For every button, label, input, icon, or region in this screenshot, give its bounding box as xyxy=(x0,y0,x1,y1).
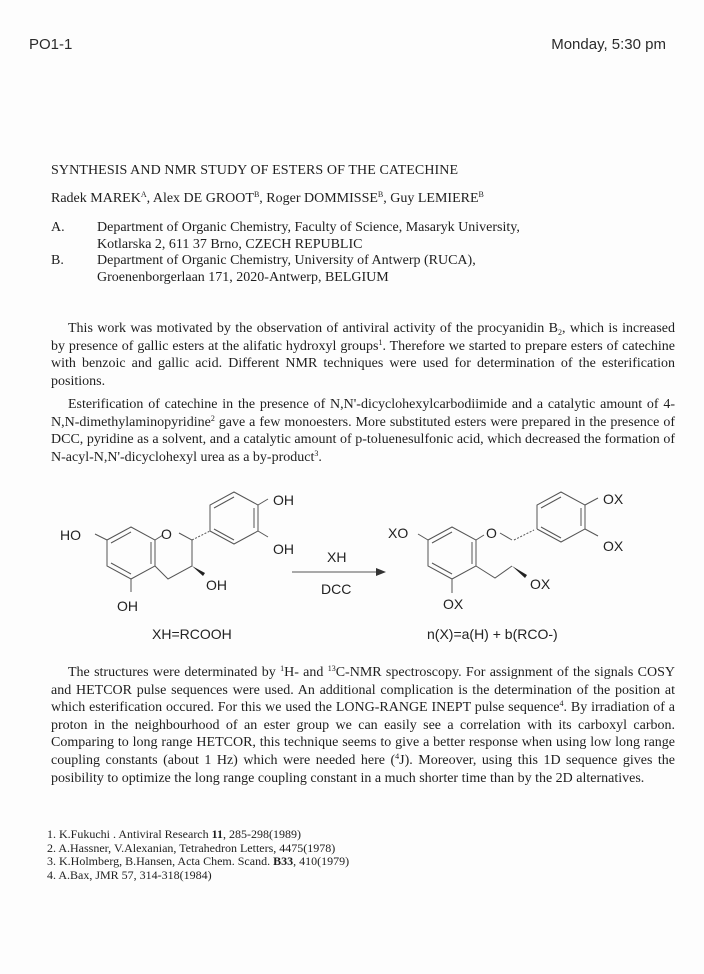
paragraph-nmr xyxy=(51,664,675,787)
reference-text: K.Holmberg, B.Hansen, Acta Chem. Scand. xyxy=(56,854,274,869)
text-run: C-NMR spectroscopy. For assignment of the signals COSY and HETCOR pulse sequences were used. An additional complication is the determination of the position at which esterification occured. For this we used the LONG-RANGE INEPT pulse sequence xyxy=(51,665,675,716)
reference-number: 2. xyxy=(47,840,56,855)
text-run: , which is increased by presence of gallic esters at the alifatic hydroxyl groups xyxy=(51,321,675,354)
wedge-bond xyxy=(512,566,527,578)
reference-number: 1. xyxy=(47,827,56,841)
citation-mark: 3 xyxy=(314,448,319,458)
product-caption: n(X)=a(H) + b(RCO-) xyxy=(427,626,558,642)
bond xyxy=(585,529,598,536)
text-run: . By irradiation of a proton in the neighbourhood of an ester group we can easily see a correlation with its carboxyl carbon. Comparing to long range HETCOR, this technique seems to give a better response when using low long range coupling constants (about 1 Hz) which were needed here ( xyxy=(51,700,675,768)
wedge-bond xyxy=(192,566,205,576)
text-run: This work was motivated by the observation of antiviral activity of the procyanidin B xyxy=(68,321,558,336)
citation-mark: 1 xyxy=(378,337,383,347)
reaction-scheme xyxy=(40,485,680,645)
text-run: J). Moreover, using this 1D sequence gives the posibility to optimize the long range coupling constant in a much shorter time than by the 2D alternatives. xyxy=(51,752,676,786)
author-affiliation-mark: A xyxy=(140,190,147,199)
author-name: Alex DE GROOT xyxy=(152,191,254,206)
atom-label: OH xyxy=(117,598,138,614)
author-list xyxy=(51,190,484,207)
text-run: Esterification of catechine in the presence of N,N'-dicyclohexylcarbodiimide and a catalytic amount of 4-N,N-dimethylaminopyridine xyxy=(51,397,675,430)
reference-text: , 410(1979) xyxy=(293,854,350,869)
affiliation-label: B. xyxy=(51,253,64,268)
author-name: Radek MAREK xyxy=(51,191,141,206)
atom-label: OX xyxy=(443,596,464,612)
reference-text: , 285-298(1989) xyxy=(222,827,301,841)
reference-number: 4. xyxy=(47,867,56,882)
bond xyxy=(428,527,476,579)
bond xyxy=(418,534,428,540)
bond xyxy=(258,531,268,537)
text-run: . Therefore we started to prepare esters of catechine with benzoic and gallic acid. Different NMR techniques were used for determination of the esterification positions. xyxy=(51,338,675,389)
bond xyxy=(210,492,258,544)
reference-item xyxy=(47,869,349,883)
bond xyxy=(107,527,155,579)
bond xyxy=(214,497,234,508)
affiliation-label: A. xyxy=(51,220,65,235)
affiliation-line: Kotlarska 2, 611 37 Brno, CZECH REPUBLIC xyxy=(97,237,363,252)
bond xyxy=(258,499,268,505)
text-run: gave a few monoesters. More substituted esters were prepared in the presence of DCC, pyridine as a solvent, and a catalytic amount of p-toluenesulfonic acid, which decreased the formation of N-acyl-N,N'-dicyclohexyl urea as a by-product xyxy=(51,414,675,465)
affiliation-line: Department of Organic Chemistry, University of Antwerp (RUCA), xyxy=(97,253,476,268)
bond xyxy=(111,532,131,543)
isotope-mark: 1 xyxy=(280,664,285,673)
reaction-arrowhead xyxy=(376,568,386,576)
bond xyxy=(537,492,585,542)
atom-label: XO xyxy=(388,525,409,541)
bond xyxy=(500,533,512,540)
bond xyxy=(432,563,452,574)
atom-label: OH xyxy=(273,541,294,557)
citation-mark: 4 xyxy=(559,699,564,709)
author-separator: , xyxy=(259,191,267,206)
bond xyxy=(476,535,484,540)
reagent-below-arrow: DCC xyxy=(321,581,352,597)
reference-number: 3. xyxy=(47,854,56,869)
atom-label: OH xyxy=(206,577,227,593)
reagent-above-arrow: XH xyxy=(327,549,347,565)
atom-label: HO xyxy=(60,527,81,543)
reference-text: A.Hassner, V.Alexanian, Tetrahedron Letters, 4475(1978) xyxy=(56,840,336,855)
bond xyxy=(95,534,107,540)
atom-label: OX xyxy=(603,538,624,554)
author-separator: , xyxy=(146,191,153,206)
session-time: Monday, 5:30 pm xyxy=(551,36,666,53)
text-run: H- and xyxy=(284,665,328,680)
author-name: Roger DOMMISSE xyxy=(266,191,378,206)
citation-mark: 2 xyxy=(210,413,215,423)
subscript: 2 xyxy=(557,328,562,337)
atom-label: OX xyxy=(603,491,624,507)
author-affiliation-mark: B xyxy=(253,190,260,199)
atom-label: O xyxy=(486,525,497,541)
paper-title: SYNTHESIS AND NMR STUDY OF ESTERS OF THE CATECHINE xyxy=(51,163,459,178)
author-affiliation-mark: B xyxy=(478,190,484,199)
affiliation-line: Groenenborgerlaan 171, 2020-Antwerp, BELGIUM xyxy=(97,270,389,285)
reference-item xyxy=(47,855,349,869)
author-name: Guy LEMIERE xyxy=(390,191,479,206)
bond xyxy=(585,498,598,505)
bond xyxy=(192,531,210,540)
product-structure xyxy=(418,492,598,593)
bond xyxy=(476,566,512,578)
atom-label: OH xyxy=(273,492,294,508)
reactant-structure xyxy=(95,492,268,592)
reactant-caption: XH=RCOOH xyxy=(152,626,232,642)
reference-volume: 11 xyxy=(211,827,223,841)
reference-volume: B33 xyxy=(273,854,294,869)
affiliation-line: Department of Organic Chemistry, Faculty of Science, Masaryk University, xyxy=(97,220,520,235)
bond xyxy=(541,497,561,508)
author-affiliation-mark: B xyxy=(377,190,384,199)
text-run: . xyxy=(318,449,322,465)
reference-text: K.Fukuchi . Antiviral Research xyxy=(56,827,212,841)
session-code: PO1-1 xyxy=(29,36,73,53)
paragraph-esterification xyxy=(51,396,675,466)
reference-item xyxy=(47,842,349,856)
bond xyxy=(514,530,534,540)
atom-label: O xyxy=(161,526,172,542)
reference-item xyxy=(47,828,349,842)
reference-list xyxy=(47,828,349,882)
reference-text: A.Bax, JMR 57, 314-318(1984) xyxy=(56,867,212,882)
atom-label: OX xyxy=(530,576,551,592)
paragraph-motivation xyxy=(51,320,675,390)
bond xyxy=(432,532,452,543)
author-separator: , xyxy=(383,191,391,206)
coupling-mark: 4 xyxy=(395,751,400,761)
isotope-mark: 13 xyxy=(327,664,336,673)
bond xyxy=(111,563,131,574)
text-run: The structures were determinated by xyxy=(68,665,281,680)
